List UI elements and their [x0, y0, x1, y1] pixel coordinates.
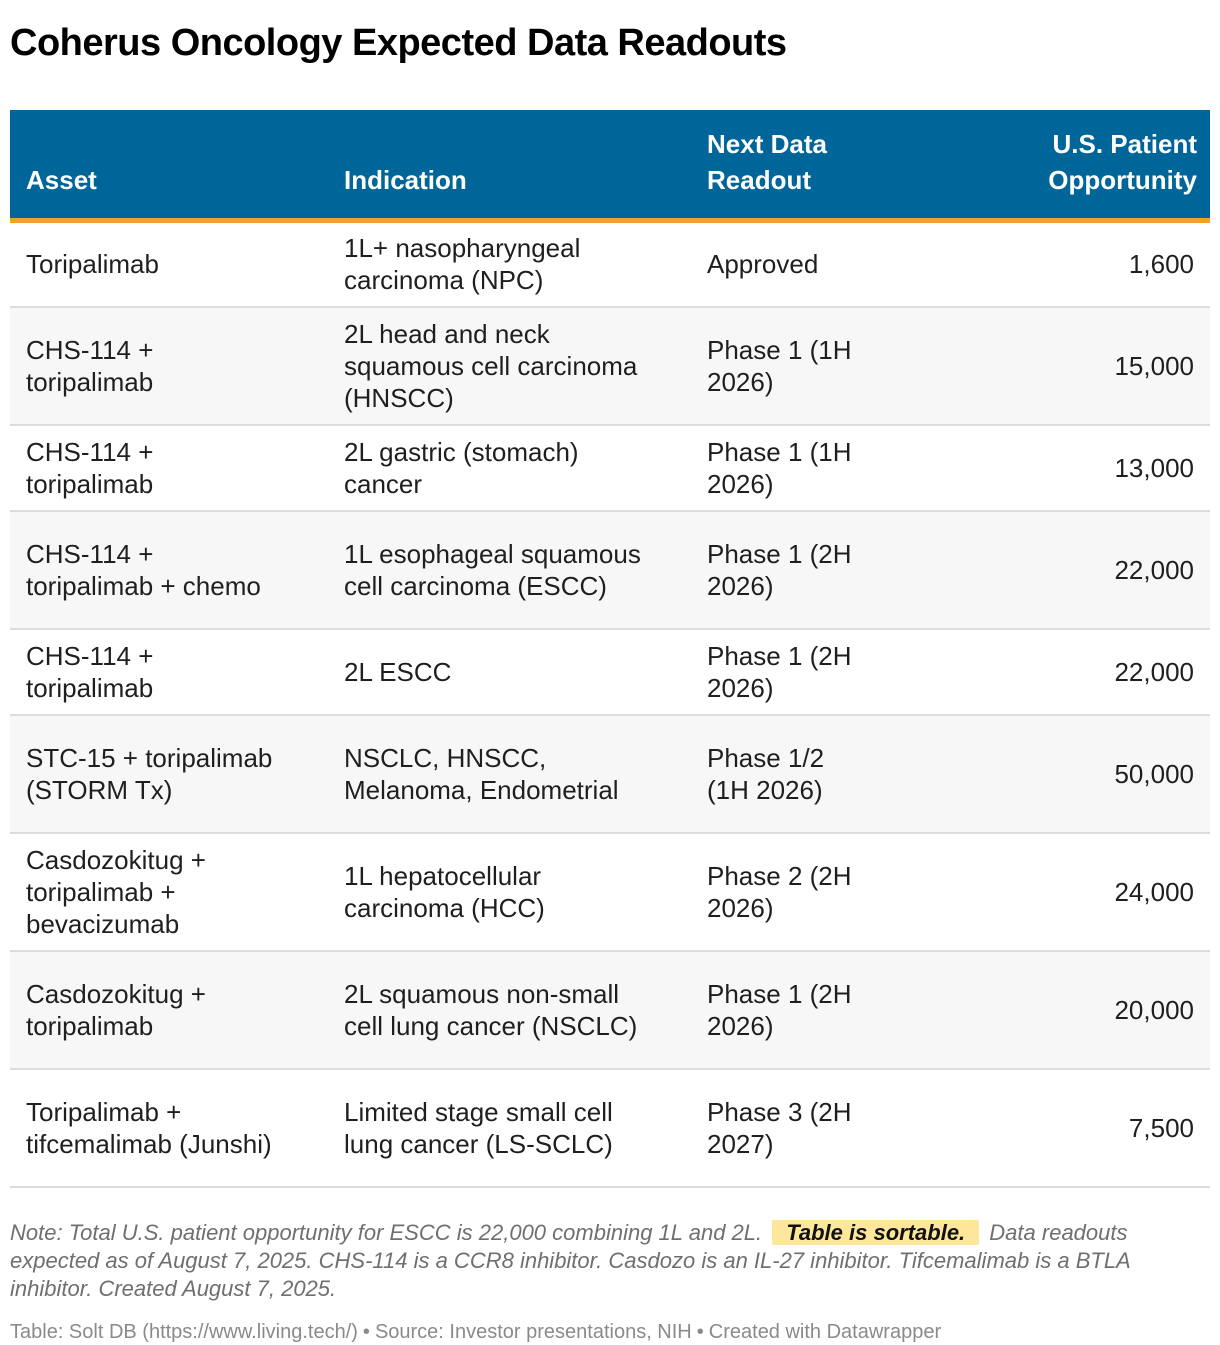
cell-text-readout: Phase 2 (2H 2026) — [707, 860, 852, 923]
table-cell-opportunity — [1011, 1069, 1210, 1187]
footer-source: Source: Investor presentations, NIH — [374, 1320, 692, 1343]
data-table — [10, 110, 1210, 1188]
notes-text: Note: Total U.S. patient opportunity for ESCC is 22,000 combining 1L and 2L. — [10, 1219, 763, 1245]
table-cell-opportunity — [1011, 833, 1210, 951]
cell-text-asset: Casdozokitug + toripalimab + bevacizumab — [26, 844, 206, 939]
table-cell-asset — [10, 221, 328, 307]
footer-separator: • — [696, 1320, 704, 1343]
cell-text-indication: 1L esophageal squamous cell carcinoma (ESCC) — [344, 538, 641, 601]
notes-text-continued: Data readouts expected as of August 7, 2025. CHS-114 is a CCR8 inhibitor. Casdozo is an IL-27 inhibitor. Tifcemalimab is a BTLA inhibitor. Created August 7, 2025. — [10, 1219, 1130, 1301]
column-header-next-data-readout[interactable] — [691, 110, 1011, 221]
column-header-us-patient-opportunity-label: U.S. Patient Opportunity — [1048, 129, 1197, 195]
cell-text-asset: Toripalimab + tifcemalimab (Junshi) — [26, 1096, 272, 1159]
table-cell-indication — [328, 511, 691, 629]
table-cell-readout — [691, 425, 1011, 511]
table-cell-indication — [328, 715, 691, 833]
table-cell-asset — [10, 1069, 328, 1187]
cell-text-readout: Phase 1 (2H 2026) — [707, 978, 852, 1041]
footer-table-credit: Table: Solt DB (https://www.living.tech/) — [10, 1320, 358, 1343]
table-cell-readout — [691, 511, 1011, 629]
table-header-row — [10, 110, 1210, 221]
table-cell-asset — [10, 629, 328, 715]
table-cell-asset — [10, 511, 328, 629]
column-header-us-patient-opportunity[interactable] — [1011, 110, 1210, 221]
table-cell-indication — [328, 951, 691, 1069]
cell-text-readout: Phase 3 (2H 2027) — [707, 1096, 852, 1159]
cell-text-readout: Phase 1/2 (1H 2026) — [707, 742, 825, 805]
cell-text-opportunity: 20,000 — [1114, 994, 1194, 1025]
table-row — [10, 221, 1210, 307]
table-row — [10, 629, 1210, 715]
cell-text-opportunity: 22,000 — [1114, 554, 1194, 585]
table-cell-indication — [328, 629, 691, 715]
table-cell-opportunity — [1011, 511, 1210, 629]
cell-text-indication: 2L squamous non-small cell lung cancer (NSCLC) — [344, 978, 638, 1041]
table-row — [10, 951, 1210, 1069]
cell-text-indication: Limited stage small cell lung cancer (LS-SCLC) — [344, 1096, 613, 1159]
table-cell-readout — [691, 221, 1011, 307]
table-body — [10, 221, 1210, 1187]
table-cell-readout — [691, 1069, 1011, 1187]
sortable-badge: Table is sortable. — [772, 1220, 979, 1245]
chart-title: Coherus Oncology Expected Data Readouts — [10, 22, 787, 64]
table-cell-opportunity — [1011, 307, 1210, 425]
table-cell-indication — [328, 833, 691, 951]
cell-text-asset: Casdozokitug + toripalimab — [26, 978, 206, 1041]
cell-text-asset: CHS-114 + toripalimab — [26, 334, 154, 397]
table-cell-indication — [328, 425, 691, 511]
cell-text-readout: Phase 1 (1H 2026) — [707, 436, 852, 499]
footer-separator: • — [362, 1320, 370, 1343]
table-cell-indication — [328, 307, 691, 425]
cell-text-readout: Phase 1 (1H 2026) — [707, 334, 852, 397]
cell-text-readout: Phase 1 (2H 2026) — [707, 538, 852, 601]
table-row — [10, 511, 1210, 629]
table-row — [10, 715, 1210, 833]
table-cell-readout — [691, 715, 1011, 833]
table-cell-opportunity — [1011, 425, 1210, 511]
cell-text-indication: 2L ESCC — [344, 656, 452, 687]
table-cell-asset — [10, 425, 328, 511]
cell-text-asset: STC-15 + toripalimab (STORM Tx) — [26, 742, 273, 805]
cell-text-indication: 2L gastric (stomach) cancer — [344, 436, 579, 499]
table-row — [10, 833, 1210, 951]
column-header-indication[interactable]: Indication — [328, 110, 691, 221]
table-cell-asset — [10, 715, 328, 833]
table-cell-asset — [10, 951, 328, 1069]
table-cell-asset — [10, 833, 328, 951]
footer-created-with: Created with Datawrapper — [708, 1320, 942, 1343]
column-header-asset[interactable]: Asset — [10, 110, 328, 221]
cell-text-opportunity: 22,000 — [1114, 656, 1194, 687]
table-row — [10, 307, 1210, 425]
cell-text-asset: Toripalimab — [26, 249, 159, 280]
cell-text-asset: CHS-114 + toripalimab — [26, 436, 154, 499]
cell-text-indication: NSCLC, HNSCC, Melanoma, Endometrial — [344, 742, 619, 805]
table-cell-readout — [691, 629, 1011, 715]
table-cell-opportunity — [1011, 629, 1210, 715]
cell-text-indication: 1L+ nasopharyngeal carcinoma (NPC) — [344, 233, 581, 296]
chart-footer — [10, 1319, 1210, 1345]
cell-text-opportunity: 50,000 — [1114, 758, 1194, 789]
cell-text-asset: CHS-114 + toripalimab — [26, 640, 154, 703]
table-cell-opportunity — [1011, 951, 1210, 1069]
cell-text-opportunity: 13,000 — [1114, 452, 1194, 483]
table-cell-opportunity — [1011, 221, 1210, 307]
table-cell-asset — [10, 307, 328, 425]
column-header-next-data-readout-label: Next Data Readout — [707, 129, 827, 195]
table-cell-opportunity — [1011, 715, 1210, 833]
cell-text-opportunity: 7,500 — [1128, 1112, 1194, 1143]
cell-text-asset: CHS-114 + toripalimab + chemo — [26, 538, 261, 601]
cell-text-opportunity: 24,000 — [1114, 876, 1194, 907]
table-row — [10, 425, 1210, 511]
cell-text-indication: 1L hepatocellular carcinoma (HCC) — [344, 860, 545, 923]
cell-text-opportunity: 15,000 — [1114, 350, 1194, 381]
cell-text-indication: 2L head and neck squamous cell carcinoma (HNSCC) — [344, 318, 638, 413]
table-cell-readout — [691, 307, 1011, 425]
table-row — [10, 1069, 1210, 1187]
cell-text-opportunity: 1,600 — [1128, 249, 1194, 280]
table-cell-readout — [691, 951, 1011, 1069]
chart-notes — [10, 1219, 1200, 1303]
cell-text-readout: Approved — [707, 249, 819, 280]
cell-text-readout: Phase 1 (2H 2026) — [707, 640, 852, 703]
table-cell-readout — [691, 833, 1011, 951]
table-cell-indication — [328, 1069, 691, 1187]
table-cell-indication — [328, 221, 691, 307]
